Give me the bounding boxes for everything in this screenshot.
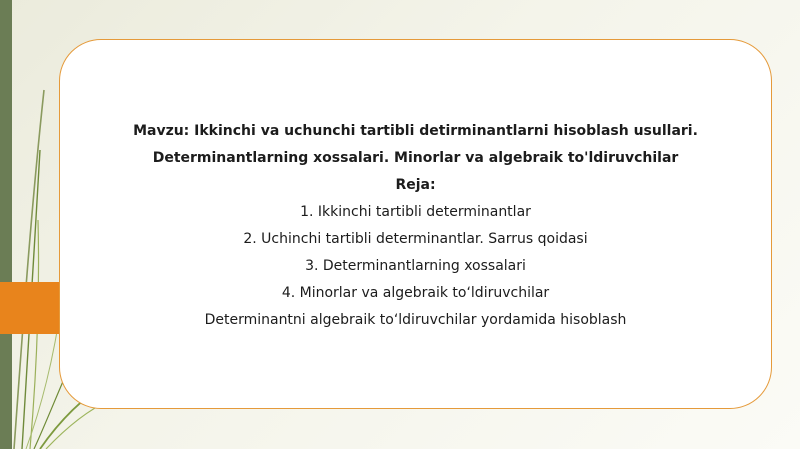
- plan-item-5: Determinantni algebraik to‘ldiruvchilar yordamida hisoblash: [204, 312, 627, 328]
- text-block: [60, 122, 771, 338]
- plan-item-4: 4. Minorlar va algebraik to‘ldiruvchilar: [281, 285, 550, 301]
- plan-heading: Reja:: [395, 177, 436, 193]
- orange-accent-block: [0, 282, 60, 334]
- topic-line-1: Mavzu: Ikkinchi va uchunchi tartibli detirminantlarni hisoblash usullari.: [133, 123, 698, 139]
- plan-item-3: 3. Determinantlarning xossalari: [305, 258, 526, 274]
- plan-item-1: 1. Ikkinchi tartibli determinantlar: [300, 204, 531, 220]
- topic-line-2: Determinantlarning xossalari. Minorlar va algebraik to'ldiruvchilar: [152, 150, 679, 166]
- content-box: [59, 39, 772, 409]
- plan-item-2: 2. Uchinchi tartibli determinantlar. Sarrus qoidasi: [243, 231, 588, 247]
